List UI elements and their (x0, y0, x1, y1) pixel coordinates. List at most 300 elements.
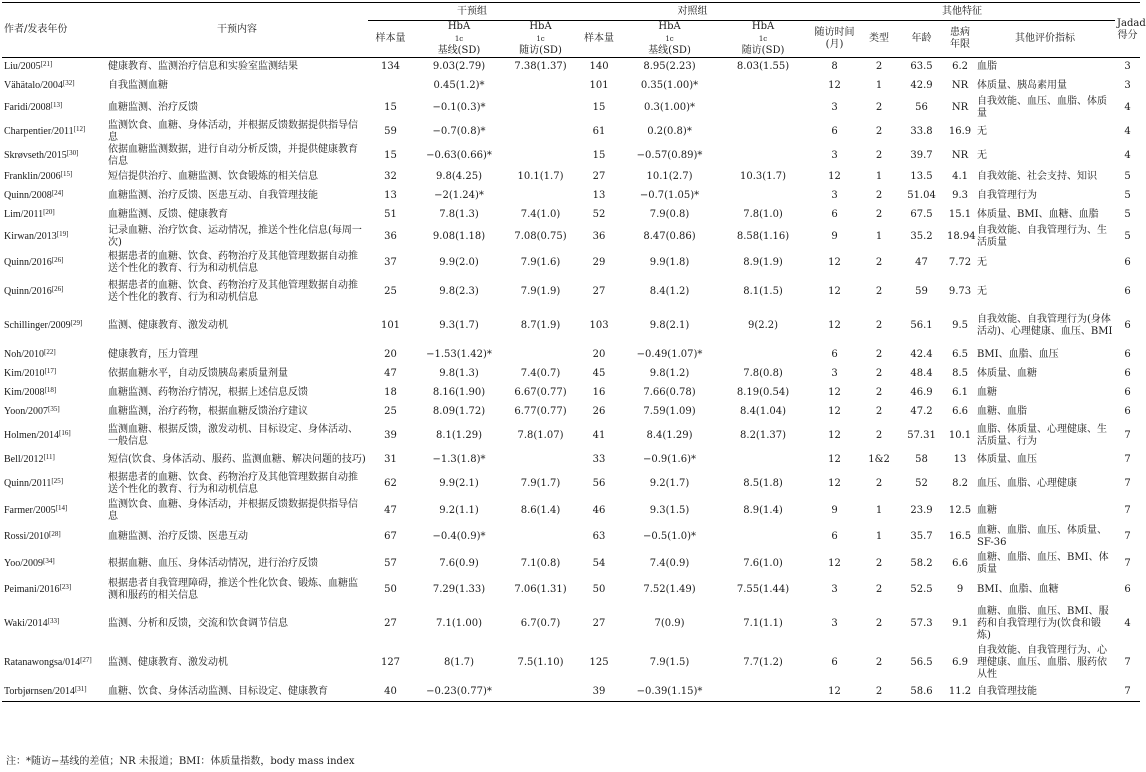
control-baseline-cell: 9.8(2.1) (649, 320, 690, 331)
type-cell: 1 (875, 504, 883, 516)
intervention-n-cell: 67 (384, 531, 397, 542)
control-n-cell: 52 (592, 209, 606, 220)
control-followup-cell: 9(2.2) (747, 320, 779, 331)
control-followup-cell: 8.19(0.54) (736, 387, 790, 398)
control-n-cell: 39 (592, 685, 606, 697)
author-header: 作者/发表年份 (2, 3, 106, 58)
control-n-cell: 140 (589, 61, 609, 73)
control-baseline-cell: 9.9(1.8) (649, 257, 690, 268)
intervention-baseline-cell: 9.9(2.1) (439, 478, 479, 489)
intervention-followup-cell: 7.4(1.0) (520, 209, 561, 220)
followup-months-cell: 6 (831, 349, 838, 360)
content-cell: 健康教育，压力管理 (108, 349, 198, 360)
type-cell: 2 (875, 368, 883, 379)
control-n-cell: 54 (592, 557, 606, 569)
reference-marker: [30] (66, 148, 79, 157)
intervention-group-header: 干预组 (368, 3, 576, 21)
duration-cell: 8.2 (952, 478, 968, 489)
other-indicators-cell: 无 (977, 257, 988, 268)
intervention-baseline-cell: −0.63(0.66)* (426, 149, 492, 161)
other-indicators-cell: 自我效能、血压、血脂、体质量 (977, 95, 1108, 119)
jadad-score-cell: 6 (1124, 320, 1131, 331)
control-followup-cell: 8.5(1.8) (743, 478, 783, 489)
intervention-followup-cell: 7.08(0.75) (514, 230, 567, 242)
intervention-n-cell: 101 (380, 320, 401, 331)
author-cell: Ratanawongsa/014[27] (4, 656, 92, 668)
intervention-baseline-cell: 9.8(2.3) (439, 286, 479, 297)
jadad-score-cell: 4 (1124, 618, 1131, 629)
intervention-n-cell (368, 77, 413, 96)
age-cell: 47.2 (910, 406, 933, 417)
intervention-n-header: 样本量 (375, 33, 406, 44)
intervention-n-cell: 18 (384, 387, 397, 398)
reference-marker: [31] (74, 684, 87, 693)
control-n-cell: 13 (592, 190, 606, 201)
type-cell: 2 (875, 349, 883, 360)
control-n-cell: 29 (592, 257, 606, 268)
other-indicators-cell: 无 (977, 149, 988, 161)
reference-marker: [15] (60, 170, 73, 178)
duration-cell: 12.5 (948, 504, 972, 516)
intervention-n-cell: 20 (384, 349, 397, 360)
duration-cell: 4.1 (952, 171, 968, 182)
reference-marker: [12] (73, 124, 86, 133)
age-cell: 56 (915, 101, 928, 113)
jadad-score-cell: 5 (1124, 230, 1131, 242)
content-cell: 根据患者的血糖、饮食、药物治疗及其他管理数据自动推送个性化的教育、行为和动机信息 (108, 280, 358, 303)
content-cell: 血糖监测，治疗药物，根据血糖反馈治疗建议 (108, 406, 308, 417)
type-header: 类型 (869, 33, 890, 44)
followup-months-cell: 12 (828, 478, 841, 489)
intervention-n-cell: 25 (384, 406, 397, 417)
intervention-baseline-cell: 7.6(0.9) (439, 557, 479, 569)
intervention-baseline-cell: 9.8(4.25) (436, 171, 482, 182)
jadad-score-cell: 7 (1124, 504, 1131, 516)
reference-marker: [20] (43, 208, 55, 216)
control-followup-cell: 7.55(1.44) (736, 584, 790, 595)
type-cell: 2 (875, 618, 883, 629)
control-n-cell: 20 (592, 349, 606, 360)
content-cell: 自我监测血糖 (108, 80, 168, 91)
other-indicators-cell: 血糖、血脂、血压、BMI、体质量 (977, 551, 1109, 575)
control-baseline-cell: 9.8(1.2) (649, 368, 690, 379)
jadad-score-cell: 6 (1124, 368, 1131, 379)
author-cell: Franklin/2006[15] (4, 170, 73, 182)
author-cell: Lim/2011[20] (4, 208, 55, 220)
author-cell: Schillinger/2009[29] (4, 319, 83, 331)
jadad-score-cell: 6 (1124, 387, 1131, 398)
reference-marker: [33] (47, 617, 60, 625)
type-cell: 2 (875, 320, 883, 331)
duration-cell: 9 (956, 584, 964, 595)
content-cell: 记录血糖、治疗饮食、运动情况，推送个性化信息(每周一次) (108, 224, 362, 248)
type-cell: 2 (875, 685, 883, 697)
control-baseline-cell: 7.4(0.9) (649, 557, 690, 569)
author-cell: Faridi/2008[13] (4, 100, 63, 113)
control-n-cell: 41 (592, 430, 606, 441)
intervention-followup-cell (505, 77, 576, 96)
table-row (2, 470, 1140, 499)
other-indicators-cell: 血糖 (977, 504, 998, 516)
control-n-cell: 15 (592, 149, 606, 161)
control-baseline-cell: 8.95(2.23) (643, 61, 696, 73)
type-cell: 2 (875, 478, 883, 489)
duration-header: 患病 年限 (950, 27, 971, 50)
followup-months-cell: 12 (828, 406, 841, 417)
table-row (2, 683, 1140, 702)
other-features-header: 其他特征 (809, 3, 1115, 21)
control-followup-cell (717, 96, 809, 120)
followup-months-cell: 8 (831, 61, 838, 73)
followup-months-cell: 12 (828, 320, 841, 331)
duration-cell: 13 (953, 454, 967, 465)
jadad-score-cell: 3 (1124, 80, 1131, 91)
duration-cell: 6.1 (952, 387, 968, 398)
table-row (2, 644, 1140, 683)
other-indicators-header: 其他评价指标 (1015, 33, 1076, 44)
jadad-score-cell: 6 (1124, 349, 1131, 360)
intervention-n-cell: 27 (384, 618, 397, 629)
table-row (2, 187, 1140, 206)
author-cell: Yoo/2009[34] (4, 556, 55, 569)
intervention-followup-cell: 7.8(1.07) (517, 430, 564, 441)
other-indicators-cell: 自我效能、自我管理行为(身体活动)、心理健康、血压、BMI (977, 314, 1113, 337)
followup-months-cell: 6 (831, 209, 838, 220)
intervention-n-cell: 13 (384, 190, 397, 201)
content-cell: 血糖监测、治疗反馈 (108, 101, 198, 113)
reference-marker: [24] (51, 189, 64, 197)
control-n-header: 样本量 (584, 33, 615, 44)
other-indicators-cell: 体质量、血压 (977, 454, 1038, 465)
intervention-followup-cell (505, 187, 576, 206)
age-cell: 39.7 (910, 149, 933, 161)
jadad-header: Jadad 得分 (1115, 3, 1140, 58)
intervention-baseline-cell: 8(1.7) (443, 657, 475, 668)
intervention-n-cell: 50 (384, 584, 397, 595)
intervention-baseline-cell: 7.29(1.33) (432, 584, 486, 595)
intervention-followup-cell: 7.9(1.7) (520, 478, 561, 489)
intervention-followup-cell: 7.06(1.31) (514, 584, 567, 595)
reference-marker: [32] (62, 79, 75, 87)
intervention-baseline-cell: 8.16(1.90) (432, 387, 486, 398)
control-baseline-cell: 7.9(1.5) (649, 657, 690, 668)
intervention-followup-cell: 7.5(1.10) (517, 657, 564, 668)
followup-months-cell: 3 (831, 190, 838, 201)
intervention-n-cell: 127 (380, 657, 401, 668)
followup-months-cell: 12 (828, 387, 841, 398)
intervention-followup-cell (505, 144, 576, 168)
content-cell: 监测血糖、根据反馈，激发动机、目标设定、身体活动、一般信息 (108, 424, 358, 447)
followup-months-cell: 6 (831, 531, 838, 542)
other-indicators-cell: 无 (977, 125, 988, 137)
type-cell: 2 (875, 61, 883, 73)
control-baseline-cell: −0.9(1.6)* (643, 454, 697, 465)
control-n-cell: 101 (589, 80, 609, 91)
content-cell: 血糖监测、反馈、健康教育 (108, 209, 228, 220)
control-followup-cell (717, 683, 809, 702)
table-row (2, 346, 1140, 365)
intervention-followup-cell: 6.67(0.77) (514, 387, 567, 398)
intervention-n-cell: 62 (384, 478, 397, 489)
control-followup-cell (717, 120, 809, 144)
intervention-n-cell: 32 (384, 171, 397, 182)
jadad-score-cell: 6 (1124, 584, 1131, 595)
content-cell: 监测、健康教育、激发动机 (108, 320, 228, 331)
intervention-followup-cell: 7.1(0.8) (520, 557, 561, 569)
control-baseline-cell: 9.3(1.5) (649, 504, 690, 516)
reference-marker: [23] (59, 583, 72, 591)
table-row (2, 365, 1140, 384)
intervention-baseline-cell: 9.8(1.3) (439, 368, 479, 379)
other-indicators-cell: 无 (977, 286, 988, 297)
other-indicators-cell: BMI、血脂、血压 (977, 349, 1059, 360)
duration-cell: 9.5 (952, 320, 968, 331)
type-cell: 2 (875, 149, 883, 161)
age-header: 年龄 (911, 33, 932, 44)
author-cell: Holmen/2014[16] (4, 429, 71, 441)
other-indicators-cell: 自我效能、自我管理行为、生活质量 (977, 224, 1108, 248)
reference-marker: [26] (51, 256, 64, 264)
intervention-baseline-cell: 7.8(1.3) (439, 209, 479, 220)
other-indicators-cell: 自我效能、自我管理行为、心理健康、血压、血脂、服药依从性 (977, 645, 1108, 680)
control-baseline-cell: 8.4(1.2) (649, 286, 690, 297)
content-cell: 健康教育、监测治疗信息和实验室监测结果 (108, 61, 298, 73)
type-cell: 2 (875, 387, 883, 398)
content-cell: 监测、健康教育、激发动机 (108, 657, 228, 668)
duration-cell: 11.2 (948, 685, 972, 697)
table-row (2, 523, 1140, 552)
followup-months-cell: 12 (828, 171, 841, 182)
table-row (2, 58, 1140, 77)
followup-months-cell: 9 (831, 504, 838, 516)
age-cell: 51.04 (907, 190, 936, 201)
type-cell: 2 (875, 101, 883, 113)
type-cell: 2 (875, 557, 883, 569)
author-cell: Charpentier/2011[12] (4, 124, 86, 137)
control-group-header: 对照组 (576, 3, 809, 21)
intervention-followup-cell: 7.38(1.37) (514, 61, 567, 73)
control-baseline-cell: 0.2(0.8)* (647, 125, 692, 137)
control-baseline-header: HbA 1c 基线(SD) (648, 21, 691, 56)
type-cell: 2 (875, 209, 883, 220)
jadad-score-cell: 4 (1124, 149, 1131, 161)
other-indicators-cell: 血压、血脂、心理健康 (977, 478, 1078, 489)
control-n-cell: 27 (592, 618, 606, 629)
reference-marker: [22] (44, 348, 56, 356)
intervention-baseline-cell: −0.1(0.3)* (432, 101, 486, 113)
intervention-followup-cell: 6.77(0.77) (514, 406, 567, 417)
intervention-baseline-cell: 7.1(1.00) (436, 618, 482, 629)
table-row (2, 422, 1140, 451)
other-indicators-cell: 体质量、BMI、血糖、血脂 (977, 209, 1099, 220)
age-cell: 67.5 (910, 209, 933, 220)
table-row (2, 96, 1140, 120)
control-n-cell: 46 (592, 504, 606, 516)
intervention-n-cell: 15 (384, 101, 397, 113)
author-cell: Farmer/2005[14] (4, 503, 68, 516)
age-cell: 56.1 (910, 320, 933, 331)
control-baseline-cell: −0.39(1.15)* (636, 685, 703, 697)
intervention-baseline-cell: −0.23(0.77)* (426, 685, 492, 697)
content-cell: 根据患者自我管理障碍，推送个性化饮食、锻炼、血糖监测和服药的相关信息 (108, 578, 358, 601)
intervention-n-cell: 25 (384, 286, 397, 297)
control-followup-cell: 7.1(1.1) (743, 618, 783, 629)
table-row (2, 552, 1140, 576)
jadad-score-cell: 4 (1124, 101, 1131, 113)
table-row (2, 144, 1140, 168)
content-cell: 根据患者的血糖、饮食、药物治疗及其他管理数据自动推送个性化的教育、行为和动机信息 (108, 251, 358, 274)
intervention-n-cell: 47 (384, 368, 397, 379)
age-cell: 33.8 (910, 125, 933, 137)
author-cell: Skrøvseth/2015[30] (4, 148, 79, 161)
followup-months-cell: 12 (828, 454, 841, 465)
duration-cell: 15.1 (948, 209, 972, 220)
type-cell: 2 (875, 657, 883, 668)
control-followup-cell (717, 523, 809, 552)
author-cell: Kirwan/2013[19] (4, 229, 69, 242)
table-body (2, 58, 1140, 702)
duration-cell: 10.1 (948, 430, 972, 441)
type-cell: 2 (875, 430, 883, 441)
control-followup-cell: 8.03(1.55) (736, 61, 790, 73)
control-followup-cell: 7.8(1.0) (743, 209, 783, 220)
author-cell: Noh/2010[22] (4, 348, 56, 360)
table-row (2, 225, 1140, 249)
reference-marker: [27] (80, 656, 92, 664)
reference-marker: [13] (50, 100, 63, 109)
followup-months-cell: 12 (828, 80, 841, 91)
type-cell: 2 (875, 257, 883, 268)
content-cell: 依据血糖水平，自动反馈胰岛素质量剂量 (108, 368, 288, 379)
age-cell: 58.6 (910, 685, 933, 697)
table-footnote: 注：*随访−基线的差值；NR 未报道；BMI：体质量指数，body mass index (6, 756, 355, 767)
intervention-baseline-cell: 0.45(1.2)* (433, 80, 485, 91)
intervention-baseline-cell: 8.09(1.72) (432, 406, 486, 417)
content-cell: 短信(饮食、身体活动、服药、监测血糖、解决问题的技巧) (108, 454, 366, 465)
duration-cell: 7.72 (948, 257, 972, 268)
table-row (2, 499, 1140, 523)
author-cell: Waki/2014[33] (4, 617, 60, 629)
reference-marker: [28] (49, 530, 61, 538)
age-cell: 57.3 (910, 618, 933, 629)
followup-months-cell: 12 (828, 685, 841, 697)
intervention-baseline-cell: 8.1(1.29) (436, 430, 482, 441)
other-indicators-cell: 血脂、体质量、心理健康、生活质量、行为 (977, 424, 1108, 447)
jadad-score-cell: 5 (1124, 171, 1131, 182)
duration-cell: 6.6 (952, 406, 968, 417)
control-followup-cell (717, 187, 809, 206)
intervention-followup-cell (505, 120, 576, 144)
control-followup-cell: 8.1(1.5) (743, 286, 783, 297)
followup-months-cell: 3 (831, 149, 838, 161)
jadad-score-cell: 7 (1124, 454, 1131, 465)
duration-cell: 6.5 (952, 349, 968, 360)
author-cell: Kim/2008[18] (4, 386, 57, 398)
jadad-score-cell: 7 (1124, 430, 1131, 441)
duration-cell: NR (951, 101, 969, 113)
intervention-n-cell: 31 (384, 454, 397, 465)
content-cell: 血糖监测、治疗反馈、医患互动、自我管理技能 (108, 190, 318, 201)
intervention-n-cell: 39 (384, 430, 397, 441)
intervention-baseline-cell: −1.53(1.42)* (426, 349, 492, 360)
reference-marker: [25] (51, 477, 64, 485)
age-cell: 59 (915, 286, 928, 297)
type-cell: 1 (875, 531, 883, 542)
jadad-score-cell: 6 (1124, 286, 1131, 297)
control-n-cell: 61 (592, 125, 606, 137)
other-indicators-cell: 自我效能、社会支持、知识 (977, 171, 1098, 182)
followup-months-cell: 12 (828, 286, 841, 297)
control-followup-cell (717, 346, 809, 365)
control-n-cell: 16 (592, 387, 606, 398)
author-cell: Vähätalo/2004[32] (4, 79, 75, 91)
control-followup-cell: 8.4(1.04) (740, 406, 787, 417)
intervention-n-cell: 15 (384, 149, 397, 161)
control-followup-cell: 8.2(1.37) (740, 430, 787, 441)
other-indicators-cell: 血糖、血脂、血压、BMI、服药和自我管理行为(饮食和锻炼) (977, 606, 1109, 641)
control-n-cell: 103 (589, 320, 609, 331)
reference-marker: [21] (40, 60, 53, 69)
intervention-followup-header: HbA 1c 随访(SD) (519, 21, 562, 56)
control-baseline-cell: −0.57(0.89)* (636, 149, 703, 161)
intervention-followup-cell: 6.7(0.7) (520, 618, 561, 629)
author-cell: Rossi/2010[28] (4, 530, 61, 542)
type-cell: 1&2 (868, 454, 890, 465)
reference-marker: [18] (44, 386, 57, 394)
table-row (2, 120, 1140, 144)
other-indicators-cell: 血糖、血脂 (977, 406, 1028, 417)
control-baseline-cell: 0.35(1.00)* (640, 80, 699, 91)
intervention-followup-cell: 10.1(1.7) (517, 171, 564, 182)
page (0, 2, 1146, 772)
control-n-cell: 45 (592, 368, 606, 379)
duration-cell: 8.5 (952, 368, 968, 379)
other-indicators-cell: 体质量、胰岛素用量 (977, 80, 1068, 91)
duration-cell: 9.73 (948, 286, 972, 297)
reference-marker: [14] (55, 503, 68, 512)
intervention-n-cell: 51 (384, 209, 397, 220)
control-followup-cell: 7.7(1.2) (743, 657, 783, 668)
other-indicators-cell: 自我管理技能 (977, 685, 1038, 697)
type-cell: 1 (875, 230, 883, 242)
age-cell: 48.4 (910, 368, 933, 379)
author-cell: Peimani/2016[23] (4, 583, 72, 595)
duration-cell: 18.94 (947, 230, 976, 242)
reference-marker: [26] (51, 285, 64, 293)
other-indicators-cell: 自我管理行为 (977, 190, 1038, 201)
content-header: 干预内容 (106, 3, 368, 58)
studies-table (2, 2, 1146, 702)
reference-marker: [11] (43, 453, 55, 461)
age-cell: 56.5 (910, 657, 933, 668)
jadad-score-cell: 7 (1124, 478, 1131, 489)
content-cell: 短信提供治疗、血糖监测、饮食锻炼的相关信息 (108, 171, 318, 182)
intervention-baseline-cell: −0.4(0.9)* (432, 531, 486, 542)
intervention-baseline-cell: −2(1.24)* (434, 190, 484, 201)
type-cell: 2 (875, 584, 883, 595)
intervention-n-cell: 47 (384, 504, 397, 516)
duration-cell: NR (951, 80, 969, 91)
control-followup-cell: 8.58(1.16) (736, 230, 790, 242)
duration-cell: 9.3 (952, 190, 968, 201)
intervention-followup-cell: 7.9(1.6) (520, 257, 561, 268)
intervention-n-cell: 57 (384, 557, 397, 569)
followup-months-cell: 3 (831, 584, 838, 595)
type-cell: 2 (875, 125, 883, 137)
table-row (2, 307, 1140, 346)
jadad-score-cell: 6 (1124, 257, 1131, 268)
table-row (2, 605, 1140, 644)
